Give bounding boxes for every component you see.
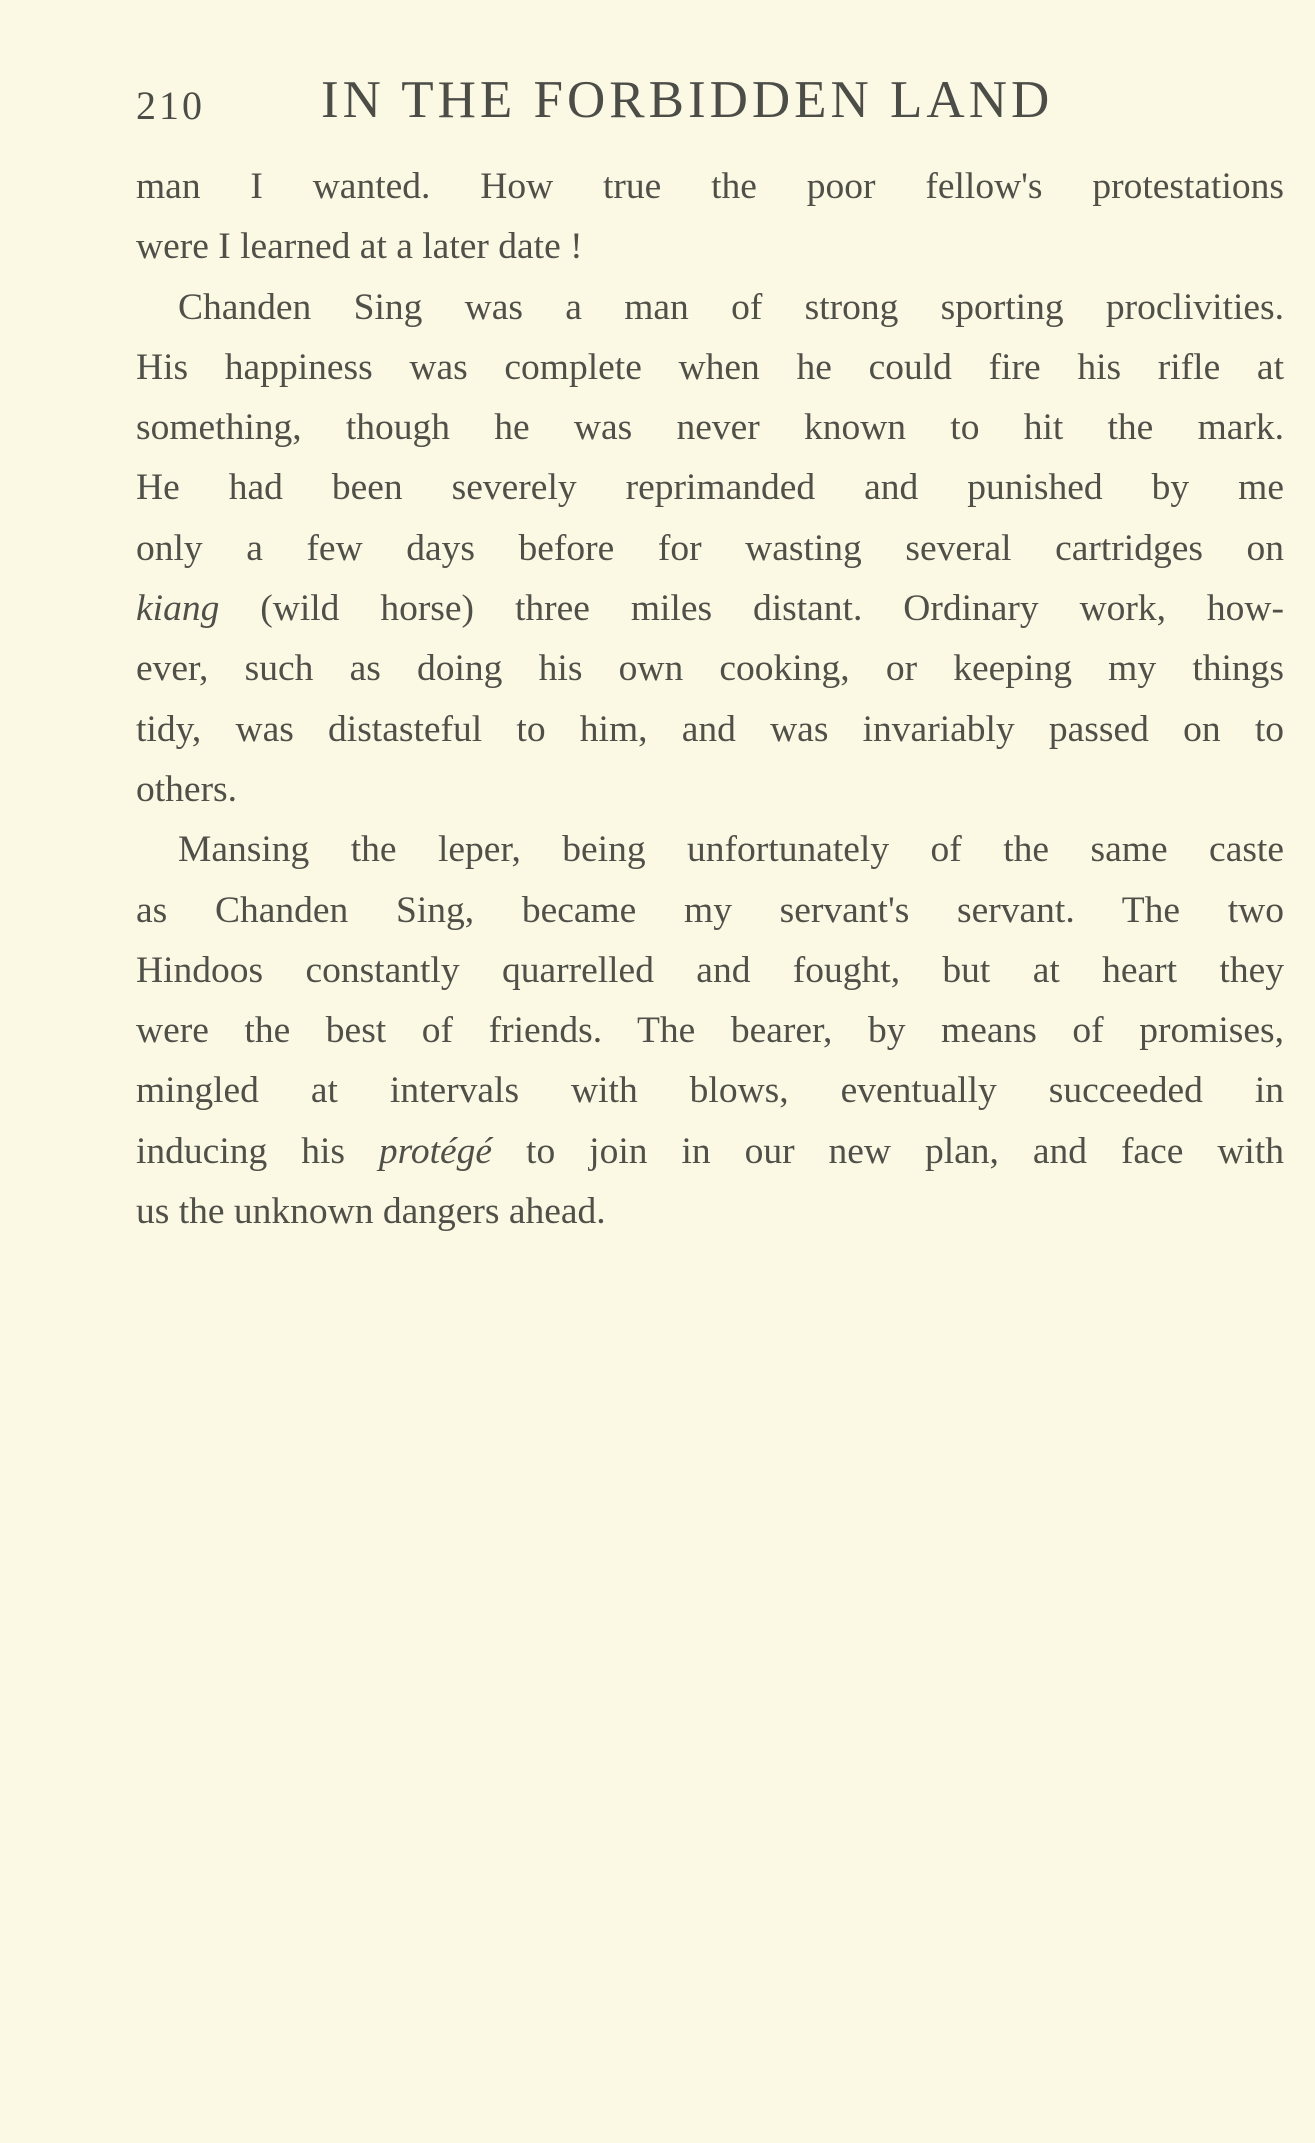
body-text xyxy=(136,157,1284,1242)
text-fragment: to join in our new plan, and face with xyxy=(492,1130,1284,1172)
text-line: His happiness was complete when he could fire his rifle at xyxy=(136,346,1284,388)
text-line: as Chanden Sing, became my servant's servant. The two xyxy=(136,889,1284,931)
text-line: were I learned at a later date ! xyxy=(136,226,583,268)
running-head xyxy=(136,70,1281,130)
italic-term-kiang: kiang xyxy=(136,588,220,630)
text-line: only a few days before for wasting several cartridges on xyxy=(136,527,1284,569)
italic-term-protege: protégé xyxy=(378,1130,493,1172)
text-line: were the best of friends. The bearer, by means of promises, xyxy=(136,1010,1284,1052)
text-line: Mansing the leper, being unfortunately of the same caste xyxy=(178,829,1284,871)
paragraph-1 xyxy=(136,157,1284,278)
text-line: ever, such as doing his own cooking, or keeping my things xyxy=(136,648,1284,690)
text-line: mingled at intervals with blows, eventually succeeded in xyxy=(136,1070,1284,1112)
text-line: others. xyxy=(136,768,238,810)
text-line: man I wanted. How true the poor fellow's protestations xyxy=(136,166,1284,207)
text-line-with-italic xyxy=(136,579,1284,639)
text-fragment: inducing his xyxy=(136,1130,379,1172)
paragraph-2 xyxy=(136,278,1284,821)
text-line: tidy, was distasteful to him, and was invariably passed on to xyxy=(136,708,1284,750)
text-line: us the unknown dangers ahead. xyxy=(136,1191,606,1233)
text-line: Hindoos constantly quarrelled and fought, but at heart they xyxy=(136,949,1284,991)
text-line: Chanden Sing was a man of strong sporting proclivities. xyxy=(178,286,1284,328)
text-line: something, though he was never known to hit the mark. xyxy=(136,407,1284,449)
paragraph-3 xyxy=(136,820,1284,1242)
text-line: He had been severely reprimanded and punished by me xyxy=(136,467,1284,509)
page-number: 210 xyxy=(136,83,205,128)
text-fragment: (wild horse) three miles distant. Ordinary work, how- xyxy=(219,588,1284,630)
text-line-with-italic xyxy=(136,1122,1284,1182)
running-title: IN THE FORBIDDEN LAND xyxy=(321,71,1054,129)
